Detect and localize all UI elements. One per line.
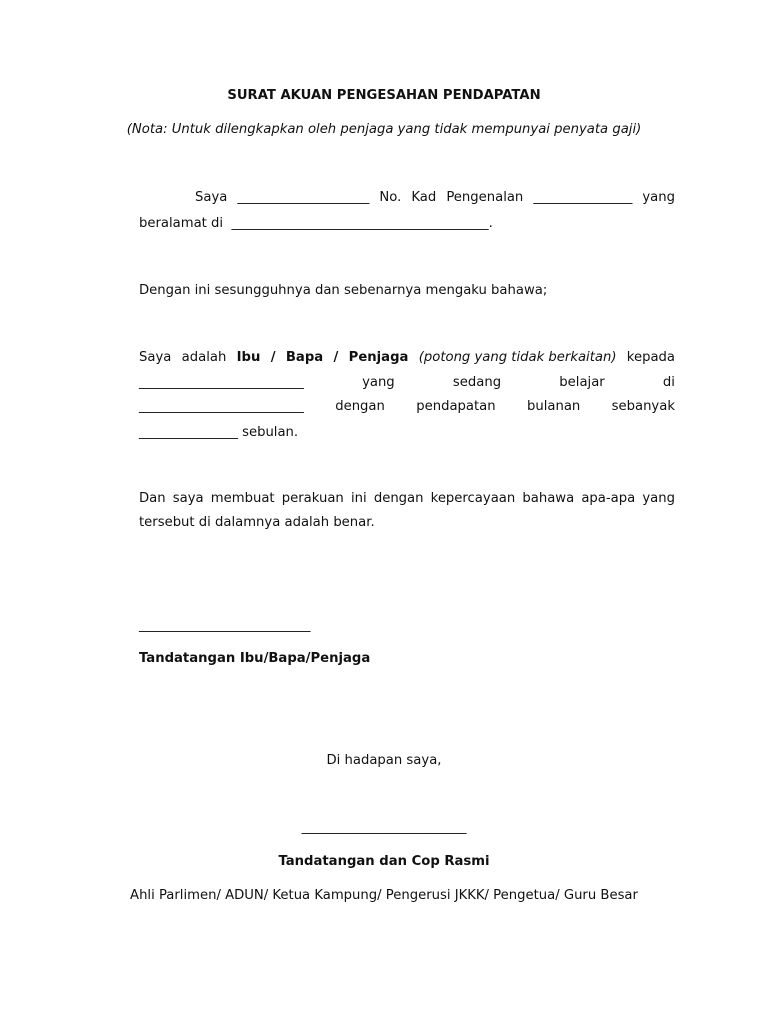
signature-label-official: Tandatangan dan Cop Rasmi — [278, 854, 490, 869]
para3-word: yang — [362, 375, 395, 390]
signature-line-official: _________________________ — [301, 820, 467, 835]
para2: Dengan ini sesungguhnya dan sebenarnya mengaku bahawa; — [139, 283, 548, 298]
para4-word: yang — [642, 491, 675, 506]
para4-word: membuat — [210, 491, 275, 506]
para3-line2 — [139, 375, 675, 390]
option-penjaga: Penjaga — [348, 350, 409, 365]
para1-word: Saya — [195, 190, 228, 205]
para3-word: adalah — [181, 350, 227, 365]
option-slash: / — [333, 350, 339, 365]
signature-line-parent: __________________________ — [139, 618, 311, 633]
school-blank: _________________________ — [139, 399, 304, 414]
para1-word: No. — [379, 190, 402, 205]
para4-line2: tersebut di dalamnya adalah benar. — [139, 515, 375, 530]
para1-word: Pengenalan — [446, 190, 524, 205]
para4-word: ini — [350, 491, 367, 506]
para1-word: yang — [642, 190, 675, 205]
strike-note: (potong yang tidak berkaitan) — [418, 350, 617, 365]
officials-list: Ahli Parlimen/ ADUN/ Ketua Kampung/ Pengerusi JKKK/ Pengetua/ Guru Besar — [130, 888, 638, 903]
para3-word: kepada — [626, 350, 675, 365]
para4-word: kepercayaan — [430, 491, 516, 506]
para4-word: saya — [172, 491, 204, 506]
para3-word: sedang — [452, 375, 502, 390]
para4-line1 — [139, 491, 675, 506]
para3-line3 — [139, 399, 675, 414]
para3-word: di — [662, 375, 675, 390]
signature-label-parent: Tandatangan Ibu/Bapa/Penjaga — [139, 651, 371, 666]
para3-word: Saya — [139, 350, 172, 365]
para3-word: bulanan — [526, 399, 581, 414]
option-slash: / — [270, 350, 276, 365]
name-blank: ____________________ — [237, 190, 370, 205]
para3-line4: _______________ sebulan. — [139, 425, 299, 440]
ic-blank: _______________ — [533, 190, 633, 205]
document-title: SURAT AKUAN PENGESAHAN PENDAPATAN — [227, 88, 541, 103]
para3-word: pendapatan — [416, 399, 496, 414]
witness-text: Di hadapan saya, — [326, 753, 442, 768]
para4-word: bahawa — [522, 491, 575, 506]
para3-word: belajar — [559, 375, 605, 390]
para1-line1 — [139, 190, 675, 205]
para4-word: apa-apa — [581, 491, 636, 506]
para3-line1 — [139, 350, 675, 365]
para4-word: perakuan — [281, 491, 344, 506]
option-bapa: Bapa — [285, 350, 324, 365]
para1-word: Kad — [411, 190, 437, 205]
para3-word: dengan — [335, 399, 385, 414]
para4-word: Dan — [139, 491, 166, 506]
para3-word: sebanyak — [611, 399, 675, 414]
child-blank: _________________________ — [139, 375, 304, 390]
para1-line2: beralamat di _______________________________________. — [139, 216, 493, 231]
option-ibu: Ibu — [236, 350, 261, 365]
para4-word: dengan — [373, 491, 424, 506]
document-note: (Nota: Untuk dilengkapkan oleh penjaga yang tidak mempunyai penyata gaji) — [126, 122, 642, 137]
